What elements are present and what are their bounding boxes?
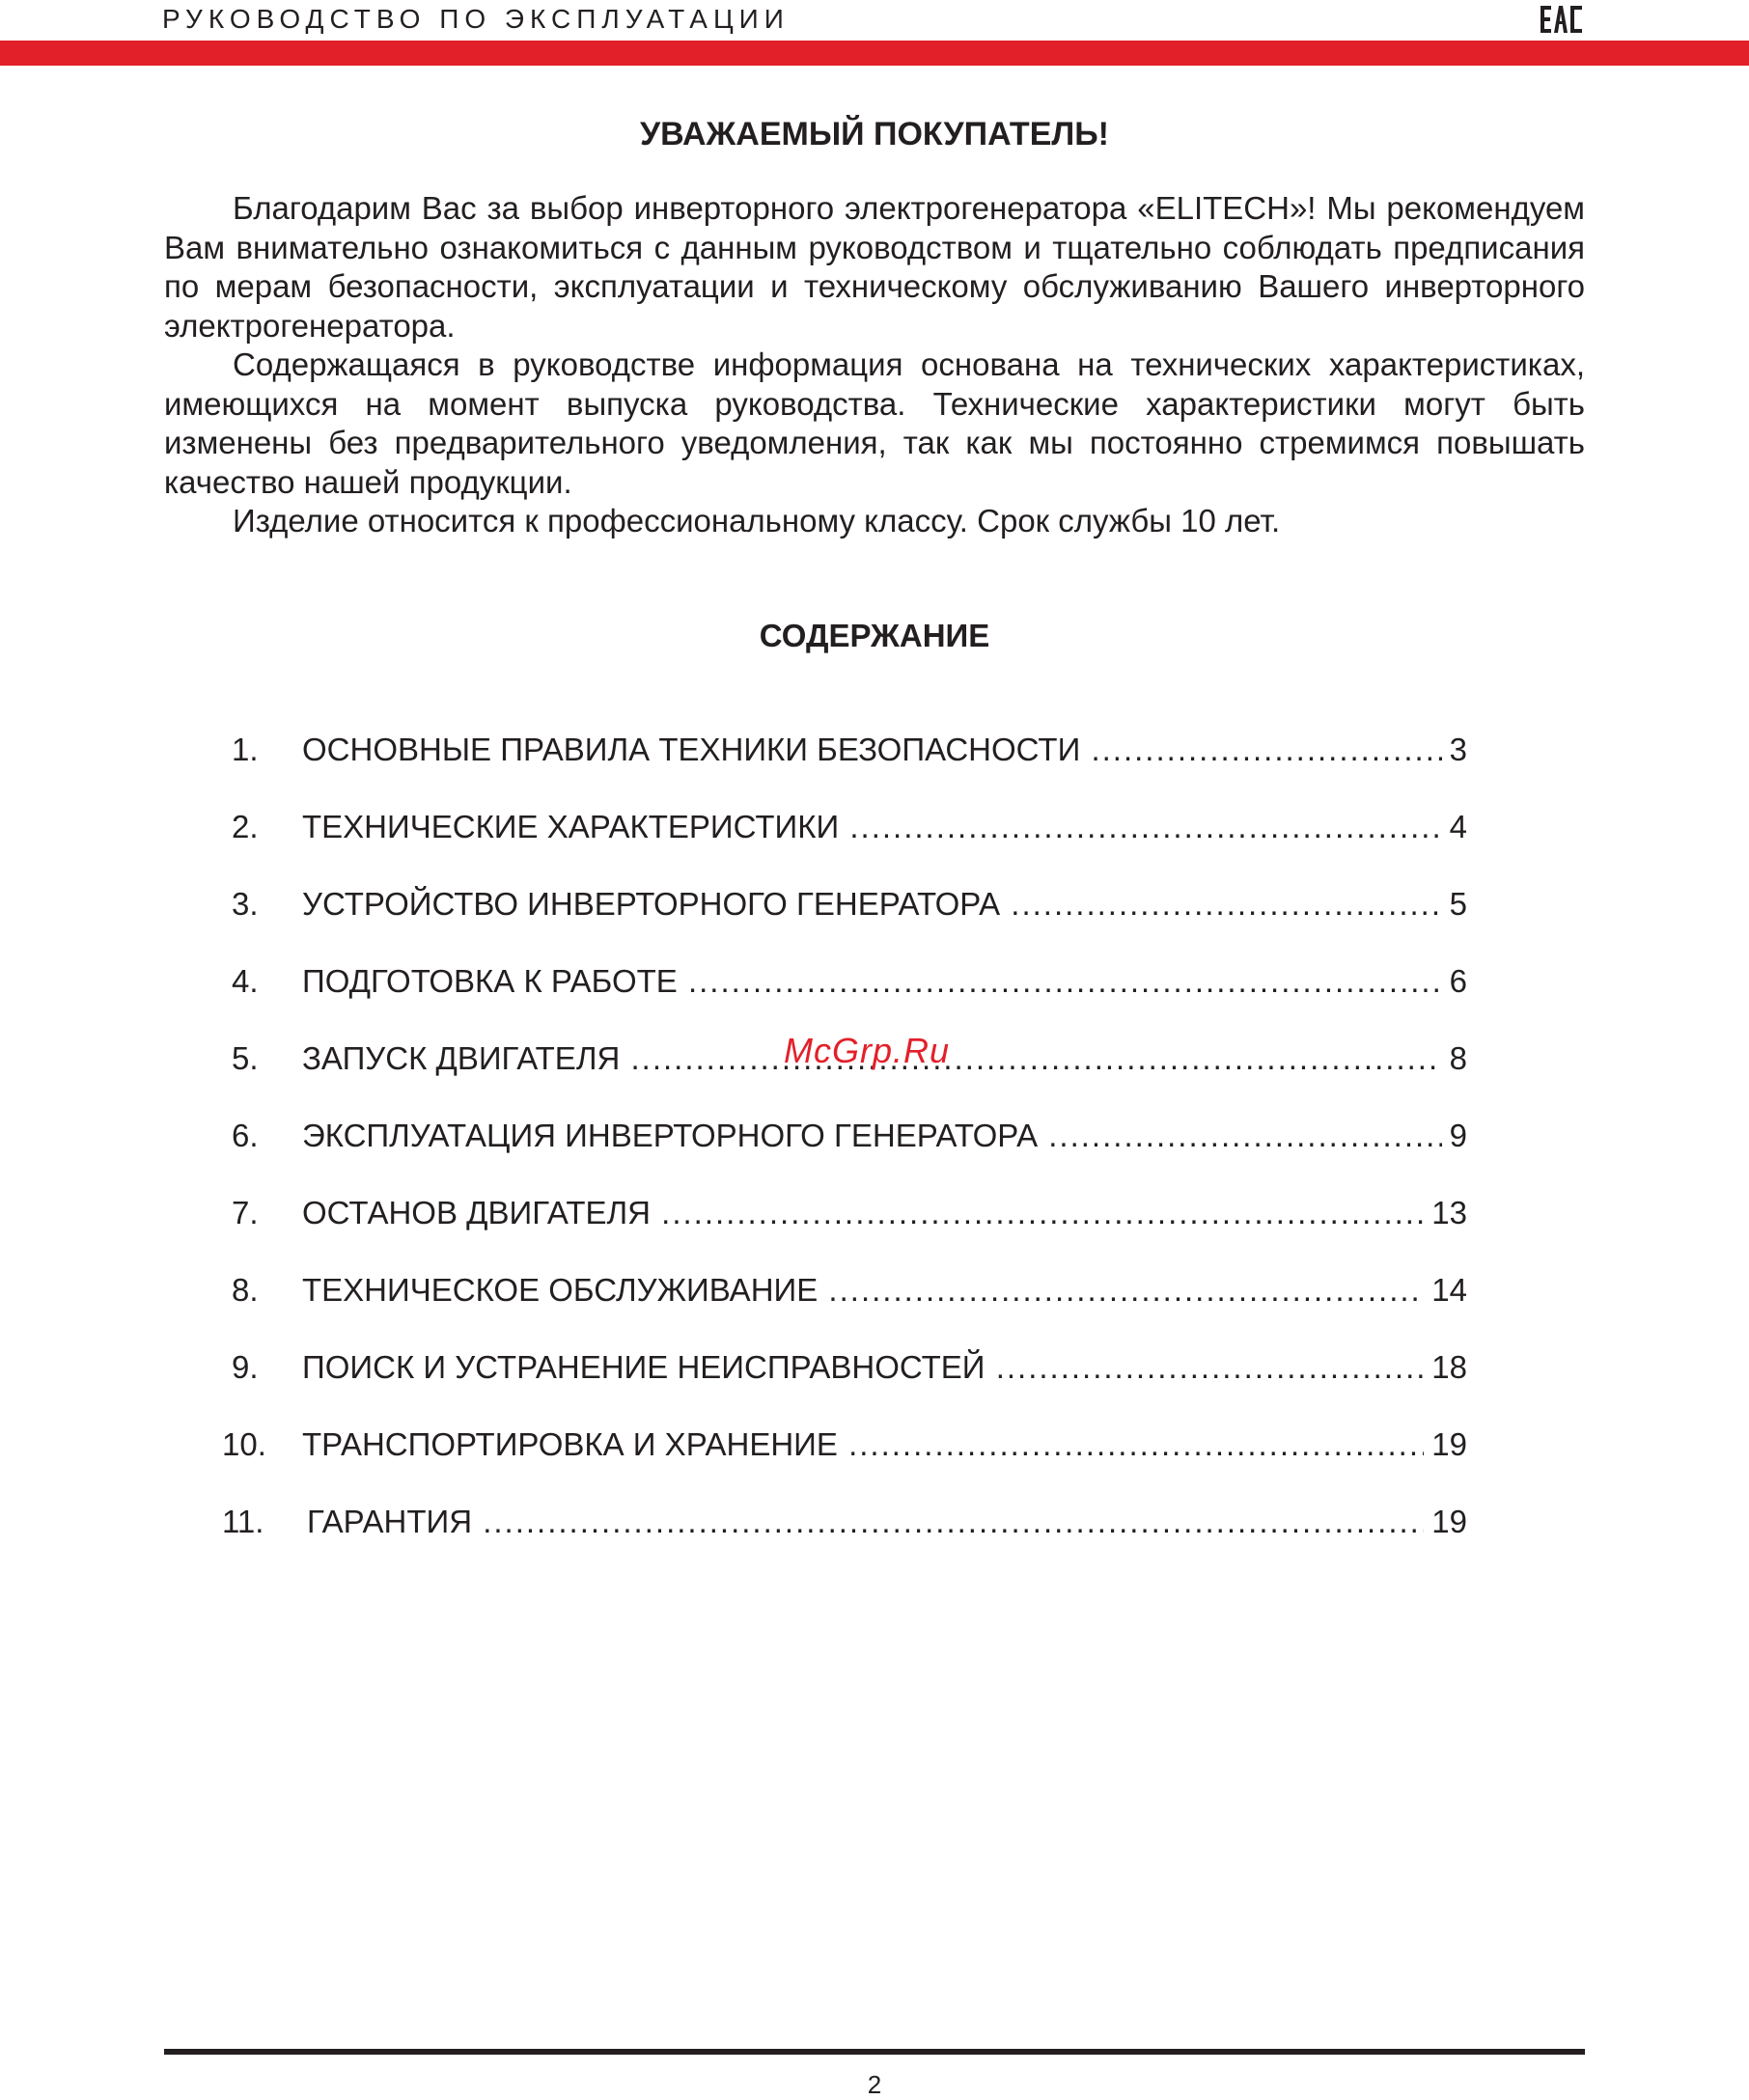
toc-page: 14: [1424, 1272, 1467, 1309]
toc-number: 10.: [222, 1426, 266, 1462]
watermark: McGrp.Ru: [784, 1031, 951, 1070]
toc-number: 5.: [232, 1040, 259, 1076]
footer-rule: [164, 2049, 1585, 2055]
eac-logo-mark: [1539, 0, 1587, 37]
toc-page: 9: [1442, 1118, 1467, 1154]
toc-label: ЗАПУСК ДВИГАТЕЛЯ .....: [302, 1040, 1466, 1077]
toc-label: ЭКСПЛУАТАЦИЯ ИНВЕРТОРНОГО ГЕНЕРАТОРА .....: [302, 1118, 1466, 1154]
toc-label: ПОДГОТОВКА К РАБОТЕ .....: [302, 963, 1466, 1000]
toc-label: ТЕХНИЧЕСКОЕ ОБСЛУЖИВАНИЕ .....: [302, 1272, 1466, 1309]
toc-row[interactable]: [0, 1195, 1749, 1237]
intro-paragraph-2: Содержащаяся в руководстве информация основана на технических характеристиках, имеющихся на момент выпуска руководства. Технические характеристики могут быть изменены без предварительного уведомления, так как мы постоянно стремимся повышать качество нашей продукции.: [164, 346, 1585, 500]
toc-number: 7.: [232, 1195, 259, 1230]
toc-row[interactable]: [0, 963, 1749, 1006]
toc-row[interactable]: [0, 1504, 1749, 1546]
toc-label: ТЕХНИЧЕСКИЕ ХАРАКТЕРИСТИКИ .....: [302, 809, 1466, 845]
toc-number: 11.: [222, 1504, 264, 1539]
intro-text: [164, 189, 1585, 541]
toc-row[interactable]: [0, 1118, 1749, 1160]
toc-number: 4.: [232, 963, 259, 999]
toc-row[interactable]: [0, 1426, 1749, 1469]
header-red-bar: [0, 41, 1749, 66]
toc-page: 19: [1424, 1426, 1467, 1463]
toc-page: 19: [1424, 1504, 1467, 1540]
toc-label: ГАРАНТИЯ .....: [307, 1504, 1466, 1540]
toc-heading: СОДЕРЖАНИЕ: [759, 618, 990, 653]
header-title: РУКОВОДСТВО ПО ЭКСПЛУАТАЦИИ: [162, 4, 790, 34]
toc-number: 8.: [232, 1272, 259, 1308]
toc-page: 13: [1424, 1195, 1467, 1231]
toc-row[interactable]: [0, 732, 1749, 774]
toc-page: 8: [1442, 1040, 1467, 1077]
toc-page: 3: [1442, 732, 1467, 768]
toc-page: 5: [1442, 886, 1467, 923]
toc-number: 2.: [232, 809, 259, 844]
greeting-heading: УВАЖАЕМЫЙ ПОКУПАТЕЛЬ!: [639, 116, 1109, 152]
intro-paragraph-3: Изделие относится к профессиональному классу. Срок службы 10 лет.: [233, 503, 1281, 539]
toc-number: 1.: [232, 732, 259, 767]
toc-row[interactable]: [0, 886, 1749, 928]
page-number: 2: [867, 2070, 882, 2099]
toc-label: ПОИСК И УСТРАНЕНИЕ НЕИСПРАВНОСТЕЙ .....: [302, 1349, 1466, 1386]
toc-page: 4: [1442, 809, 1467, 845]
toc-row[interactable]: [0, 809, 1749, 851]
toc-page: 6: [1442, 963, 1467, 1000]
toc-label: ТРАНСПОРТИРОВКА И ХРАНЕНИЕ .....: [302, 1426, 1466, 1463]
toc-label: ОСТАНОВ ДВИГАТЕЛЯ .....: [302, 1195, 1466, 1231]
intro-paragraph-1: Благодарим Вас за выбор инверторного электрогенератора «ELITECH»! Мы рекомендуем Вам внимательно ознакомиться с данным руководством и тщательно соблюдать предписания по мерам безопасности, эксплуатации и техническому обслуживанию Вашего инверторного электрогенератора.: [164, 190, 1585, 344]
toc-label: УСТРОЙСТВО ИНВЕРТОРНОГО ГЕНЕРАТОРА .....: [302, 886, 1466, 923]
toc-number: 6.: [232, 1118, 259, 1153]
eac-logo: [1539, 0, 1587, 37]
toc-row[interactable]: [0, 1349, 1749, 1392]
toc-label: ОСНОВНЫЕ ПРАВИЛА ТЕХНИКИ БЕЗОПАСНОСТИ .....: [302, 732, 1466, 768]
toc-row[interactable]: [0, 1272, 1749, 1314]
toc-page: 18: [1424, 1349, 1467, 1386]
toc-number: 3.: [232, 886, 259, 922]
toc-number: 9.: [232, 1349, 259, 1385]
